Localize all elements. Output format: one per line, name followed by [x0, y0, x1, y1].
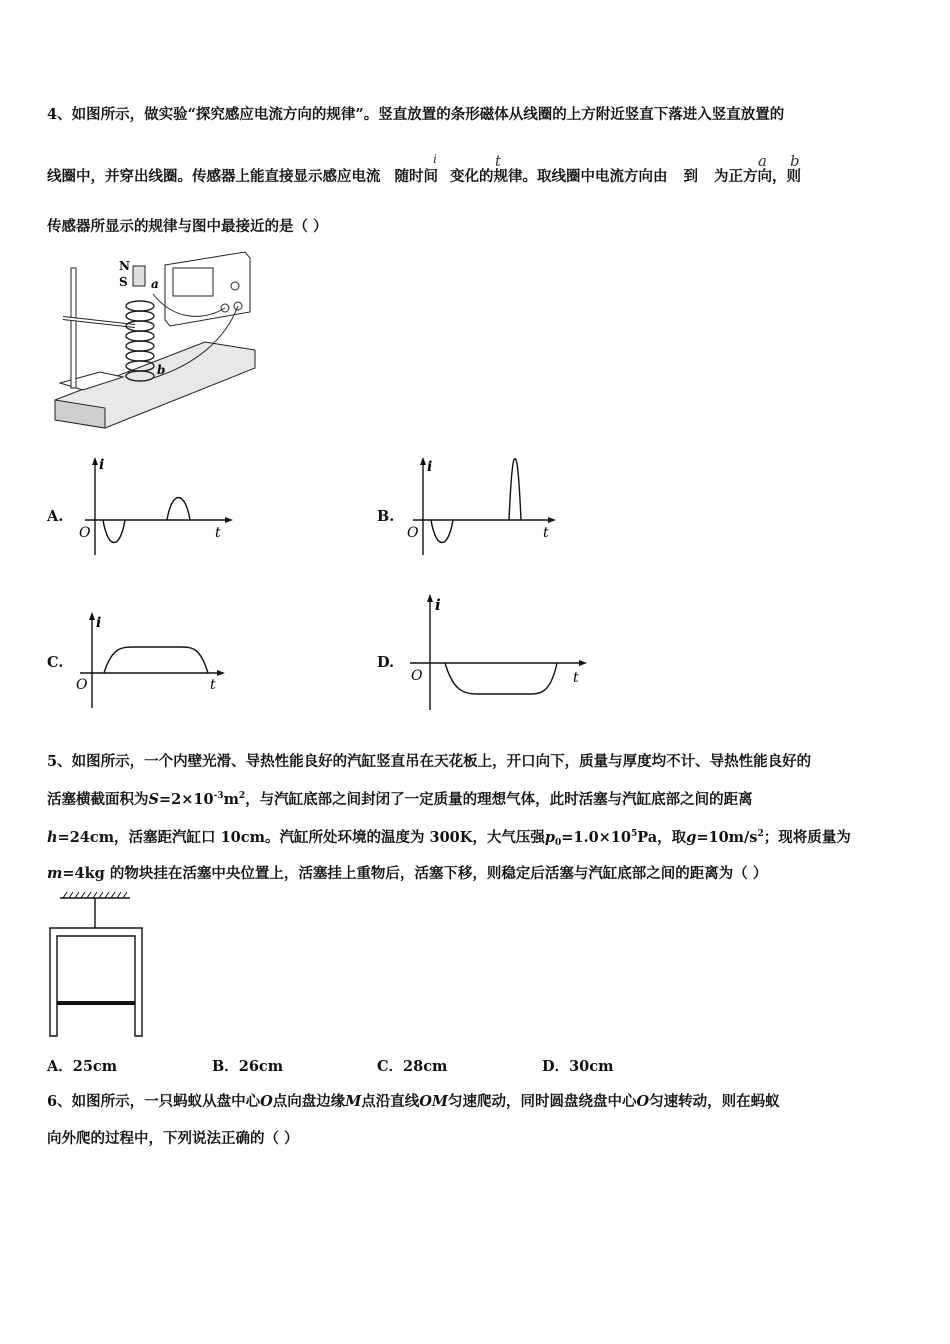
var-g: g: [686, 829, 697, 846]
label-n: N: [119, 259, 130, 273]
var-o: O: [636, 1093, 650, 1110]
option-b-letter: B.: [377, 508, 395, 525]
origin-label: O: [79, 525, 91, 541]
q5-line1: 5、如图所示，一个内壁光滑、导热性能良好的汽缸竖直吊在天花板上，开口向下，质量与厚度均不计、导热性能良好的: [47, 753, 812, 770]
q5-line3: [47, 826, 851, 848]
q5-text: Pa，取: [637, 829, 687, 846]
q5-text: =10m/s: [696, 829, 758, 846]
var-m: m: [47, 865, 63, 882]
q5-text: =24cm，活塞距汽缸口 10cm。汽缸所处环境的温度为 300K，大气压强: [57, 829, 545, 846]
var-i: i: [433, 152, 437, 166]
q5-text: 活塞横截面积为: [47, 791, 149, 808]
subscript: 0: [555, 838, 562, 848]
choice-d: D．30cm: [542, 1058, 614, 1075]
label-a: a: [151, 277, 159, 291]
q5-text: ；现将质量为: [763, 829, 851, 846]
q4-line2-part2: 随时间: [394, 168, 438, 185]
var-m-point: M: [345, 1093, 362, 1110]
axis-i-label: i: [99, 457, 105, 473]
q6-text: 6、如图所示，一只蚂蚁从盘中心: [47, 1093, 261, 1110]
q5-text: m: [223, 791, 239, 808]
var-h: h: [47, 829, 58, 846]
option-a-graph: [75, 455, 240, 565]
label-b: b: [157, 363, 166, 377]
origin-label: O: [407, 525, 419, 541]
axis-i-label: i: [96, 615, 102, 631]
var-b: b: [790, 152, 800, 170]
axis-t-label: t: [210, 677, 216, 693]
cylinder-figure: [45, 890, 150, 1040]
q4-line2-part3: 变化的规律。取线圈中电流方向由: [450, 168, 668, 185]
q4-line1: 4、如图所示，做实验“探究感应电流方向的规律”。竖直放置的条形磁体从线圈的上方附近竖直下落进入竖直放置的: [47, 106, 785, 123]
var-s: S: [148, 791, 159, 808]
exponent: -3: [213, 791, 224, 801]
exponent: 2: [238, 791, 246, 801]
axis-t-label: t: [543, 525, 549, 541]
option-b-graph: [403, 455, 568, 565]
q5-line2: [47, 788, 753, 809]
q5-text: =1.0×10: [561, 829, 631, 846]
q6-line1: [47, 1090, 780, 1111]
option-c-letter: C.: [47, 654, 64, 671]
option-d-letter: D.: [377, 654, 395, 671]
q4-line2-part4: 到: [683, 168, 698, 185]
q4-line2: [47, 165, 801, 186]
choice-a: A．25cm: [47, 1058, 118, 1075]
q4-line3: 传感器所显示的规律与图中最接近的是（ ）: [47, 218, 328, 235]
var-o: O: [260, 1093, 273, 1110]
axis-i-label: i: [427, 459, 433, 475]
q6-text: 点向盘边缘: [272, 1093, 346, 1110]
var-t: t: [495, 152, 502, 170]
exponent: 5: [631, 829, 638, 839]
q5-text: =2×10: [158, 791, 214, 808]
axis-t-label: t: [215, 525, 221, 541]
origin-label: O: [76, 677, 88, 693]
axis-t-label: t: [573, 670, 579, 686]
choice-b: B．26cm: [212, 1058, 284, 1075]
var-p: p: [544, 829, 556, 846]
q6-text: 匀速转动，则在蚂蚁: [649, 1093, 780, 1110]
origin-label: O: [411, 668, 423, 684]
q5-text: =4kg 的物块挂在活塞中央位置上，活塞挂上重物后，活塞下移，则稳定后活塞与汽缸底部之间的距离为（ ）: [62, 865, 768, 882]
axis-i-label: i: [435, 596, 441, 614]
q6-text: 点沿直线: [361, 1093, 420, 1110]
q5-text: ，与汽缸底部之间封闭了一定质量的理想气体，此时活塞与汽缸底部之间的距离: [245, 791, 753, 808]
q6-line2: 向外爬的过程中，下列说法正确的（ ）: [47, 1130, 299, 1147]
var-om: OM: [419, 1093, 448, 1110]
q4-line2-part1: 线圈中，并穿出线圈。传感器上能直接显示感应电流: [47, 168, 381, 185]
option-a-letter: A.: [47, 508, 64, 525]
option-d-graph: [405, 590, 595, 715]
q5-line4: [47, 862, 767, 883]
var-a: a: [758, 152, 767, 170]
option-c-graph: [72, 605, 237, 715]
exponent: 2: [757, 829, 764, 839]
label-s: S: [119, 275, 128, 289]
q4-line2-part5: 为正方向，则: [714, 168, 801, 185]
choice-c: C．28cm: [377, 1058, 448, 1075]
induction-apparatus-figure: [55, 250, 255, 435]
q6-text: 匀速爬动，同时圆盘绕盘中心: [447, 1093, 637, 1110]
